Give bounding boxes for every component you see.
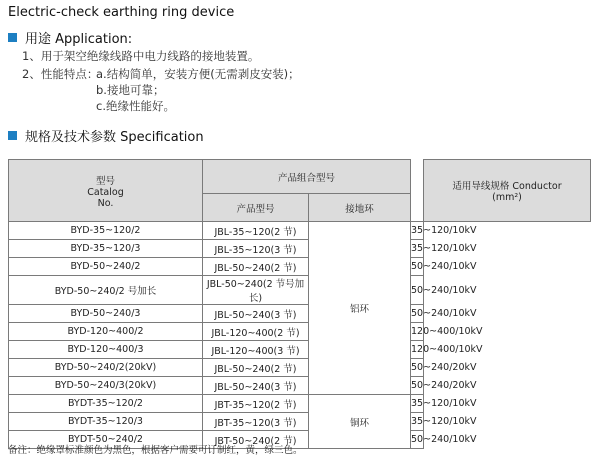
conductor-cell: 35~120/10kV	[411, 240, 424, 258]
conductor-cell: 35~120/10kV	[411, 395, 424, 413]
table-row	[9, 222, 591, 240]
conductor-cell: 50~240/10kV	[411, 276, 424, 305]
table-row	[9, 323, 591, 341]
model-cell: JBT-35~120(2 节)	[203, 395, 309, 413]
catalog-cell: BYD-35~120/3	[9, 240, 203, 258]
conductor-cell: 50~240/10kV	[411, 258, 424, 276]
conductor-cell: 120~400/10kV	[411, 341, 424, 359]
note-text: 备注：绝缘罩标准颜色为黑色，根据客户需要可订制红，黄，绿三色。	[8, 445, 303, 456]
conductor-cell: 50~240/20kV	[411, 359, 424, 377]
blue-square-icon	[8, 131, 17, 140]
feature-b: b.接地可靠；	[96, 83, 165, 97]
ring-header: 接地环	[309, 194, 411, 222]
catalog-cell: BYD-35~120/2	[9, 222, 203, 240]
table-row	[9, 240, 591, 258]
catalog-cell: BYD-50~240/2 号加长	[9, 276, 203, 305]
ring-group-copper: 铜环	[309, 395, 411, 449]
performance-label: 2、性能特点：	[22, 67, 99, 81]
table-row	[9, 305, 591, 323]
conductor-cell: 35~120/10kV	[411, 413, 424, 431]
feature-c: c.绝缘性能好。	[96, 99, 175, 113]
model-cell: JBL-50~240(2 节号加长)	[203, 276, 309, 305]
ring-group-aluminum: 铝环	[309, 222, 411, 395]
model-cell: JBL-50~240(2 节)	[203, 359, 309, 377]
conductor-cell: 50~240/10kV	[411, 431, 424, 449]
conductor-header: 适用导线规格 Conductor (mm²)	[424, 160, 591, 222]
specification-table	[8, 159, 591, 449]
catalog-header: 型号 Catalog No.	[9, 160, 203, 222]
table-row	[9, 377, 591, 395]
catalog-cell: BYDT-35~120/2	[9, 395, 203, 413]
model-cell: JBL-50~240(2 节)	[203, 258, 309, 276]
table-row	[9, 359, 591, 377]
catalog-cell: BYDT-50~240/2	[9, 431, 203, 449]
model-cell: JBL-50~240(3 节)	[203, 305, 309, 323]
catalog-cell: BYD-120~400/3	[9, 341, 203, 359]
catalog-cell: BYD-50~240/2	[9, 258, 203, 276]
model-header: 产品型号	[203, 194, 309, 222]
conductor-cell: 50~240/10kV	[411, 305, 424, 323]
table-row	[9, 413, 591, 431]
page-title: Electric-check earthing ring device	[8, 5, 235, 20]
combo-header: 产品组合型号	[203, 160, 411, 194]
specification-heading	[8, 126, 204, 145]
application-heading-text: 用途 Application:	[25, 32, 133, 47]
model-cell: JBL-35~120(2 节)	[203, 222, 309, 240]
model-cell: JBL-120~400(2 节)	[203, 323, 309, 341]
column-gap	[411, 160, 424, 222]
model-cell: JBT-50~240(2 节)	[203, 431, 309, 449]
model-cell: JBL-35~120(3 节)	[203, 240, 309, 258]
catalog-cell: BYDT-35~120/3	[9, 413, 203, 431]
conductor-cell: 120~400/10kV	[411, 323, 424, 341]
spec-rows	[9, 222, 591, 449]
table-row	[9, 258, 591, 276]
specification-heading-text: 规格及技术参数 Specification	[25, 130, 204, 145]
table-row	[9, 395, 591, 413]
conductor-cell: 50~240/20kV	[411, 377, 424, 395]
application-heading	[8, 28, 132, 47]
catalog-cell: BYD-50~240/3	[9, 305, 203, 323]
application-item-1: 1、用于架空绝缘线路中电力线路的接地装置。	[22, 49, 260, 63]
model-cell: JBL-120~400(3 节)	[203, 341, 309, 359]
table-row	[9, 276, 591, 305]
blue-square-icon	[8, 33, 17, 42]
catalog-cell: BYD-120~400/2	[9, 323, 203, 341]
catalog-cell: BYD-50~240/3(20kV)	[9, 377, 203, 395]
catalog-cell: BYD-50~240/2(20kV)	[9, 359, 203, 377]
table-row	[9, 341, 591, 359]
feature-a: a.结构简单，安装方便(无需剥皮安装)；	[96, 67, 300, 81]
model-cell: JBT-35~120(3 节)	[203, 413, 309, 431]
model-cell: JBL-50~240(3 节)	[203, 377, 309, 395]
conductor-cell: 35~120/10kV	[411, 222, 424, 240]
